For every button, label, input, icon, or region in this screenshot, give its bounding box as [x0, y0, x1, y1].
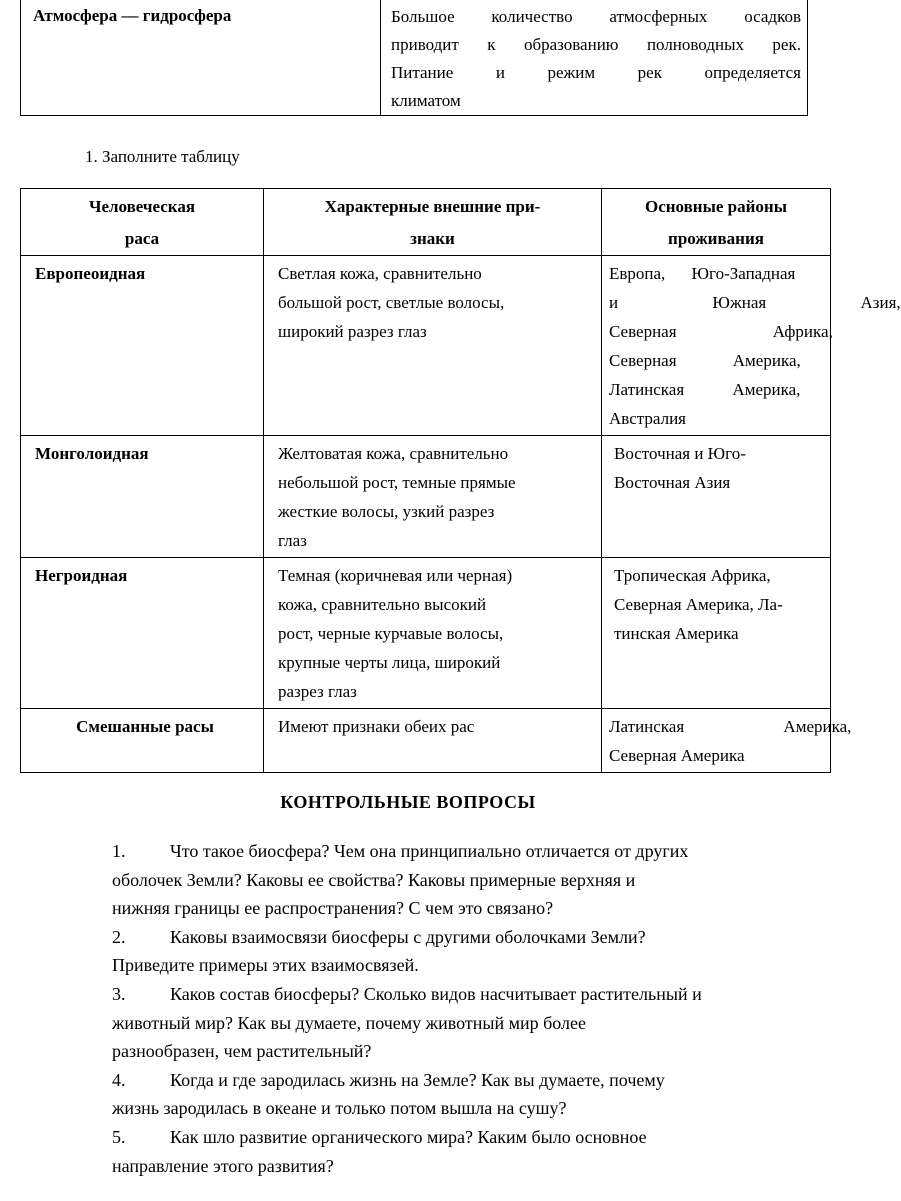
section-heading: КОНТРОЛЬНЫЕ ВОПРОСЫ	[280, 792, 536, 812]
description-line: Большое количество атмосферных осадков	[391, 7, 801, 26]
table-row	[21, 709, 831, 773]
table-row	[21, 558, 831, 709]
question-item: 4. Когда и где зародилась жизнь на Земле? Как вы думаете, почему	[112, 1066, 812, 1095]
question-number: 1.	[112, 841, 126, 861]
atmosphere-pair-label: Атмосфера — гидросфера	[21, 0, 381, 115]
race-regions: Европа, Юго-Западная и Южная Азия, Северная Африка, Северная Америка, Латинская Америка, Австралия	[602, 256, 831, 436]
race-traits: Имеют признаки обеих рас	[264, 709, 602, 773]
human-races-table	[20, 188, 901, 773]
race-regions: Латинская Америка, Северная Америка	[602, 709, 831, 773]
question-continuation: направление этого развития?	[112, 1155, 334, 1176]
race-name: Европеоидная	[21, 256, 264, 436]
header-race: Человеческая раса	[21, 189, 264, 256]
header-regions: Основные районы проживания	[602, 189, 831, 256]
header-traits: Характерные внешние при- знаки	[264, 189, 602, 256]
question-continuation: разнообразен, чем растительный?	[112, 1041, 372, 1062]
race-traits: Темная (коричневая или черная) кожа, сравнительно высокий рост, черные курчавые волосы, крупные черты лица, широкий разрез глаз	[264, 558, 602, 709]
question-continuation: животный мир? Как вы думаете, почему животный мир более	[112, 1012, 587, 1033]
question-item: 5. Как шло развитие органического мира? Каким было основное	[112, 1123, 812, 1152]
question-continuation: Приведите примеры этих взаимосвязей.	[112, 955, 419, 976]
atmosphere-pair-description	[381, 0, 807, 115]
description-line: климатом	[391, 91, 461, 110]
question-item: 2. Каковы взаимосвязи биосферы с другими оболочками Земли?	[112, 923, 812, 952]
race-regions: Тропическая Африка, Северная Америка, Ла- тинская Америка	[602, 558, 831, 709]
question-item: 1. Что такое биосфера? Чем она принципиально отличается от других	[112, 837, 812, 866]
race-name: Монголоидная	[21, 436, 264, 558]
question-number: 2.	[112, 926, 126, 947]
table-row	[21, 256, 831, 436]
question-number: 4.	[112, 1069, 126, 1090]
race-traits: Светлая кожа, сравнительно большой рост, светлые волосы, широкий разрез глаз	[264, 256, 602, 436]
questions-list	[112, 837, 812, 1180]
question-number: 3.	[112, 983, 126, 1004]
race-name: Смешанные расы	[21, 709, 264, 773]
race-name: Негроидная	[21, 558, 264, 709]
table-row	[21, 436, 831, 558]
question-item: 3. Каков состав биосферы? Сколько видов насчитывает растительный и	[112, 980, 812, 1009]
atmosphere-table	[20, 0, 808, 116]
question-number: 5.	[112, 1126, 126, 1147]
description-line: приводит к образованию полноводных рек.	[391, 35, 801, 54]
question-continuation: жизнь зародилась в океане и только потом вышла на сушу?	[112, 1098, 567, 1119]
question-continuation: нижняя границы ее распространения? С чем это связано?	[112, 898, 554, 919]
question-continuation: оболочек Земли? Каковы ее свойства? Каковы примерные верхняя и	[112, 869, 636, 890]
race-traits: Желтоватая кожа, сравнительно небольшой рост, темные прямые жесткие волосы, узкий разрез глаз	[264, 436, 602, 558]
table-header-row	[21, 189, 831, 256]
task-instruction: 1. Заполните таблицу	[85, 147, 240, 166]
race-regions: Восточная и Юго- Восточная Азия	[602, 436, 831, 558]
description-line: Питание и режим рек определяется	[391, 63, 801, 82]
